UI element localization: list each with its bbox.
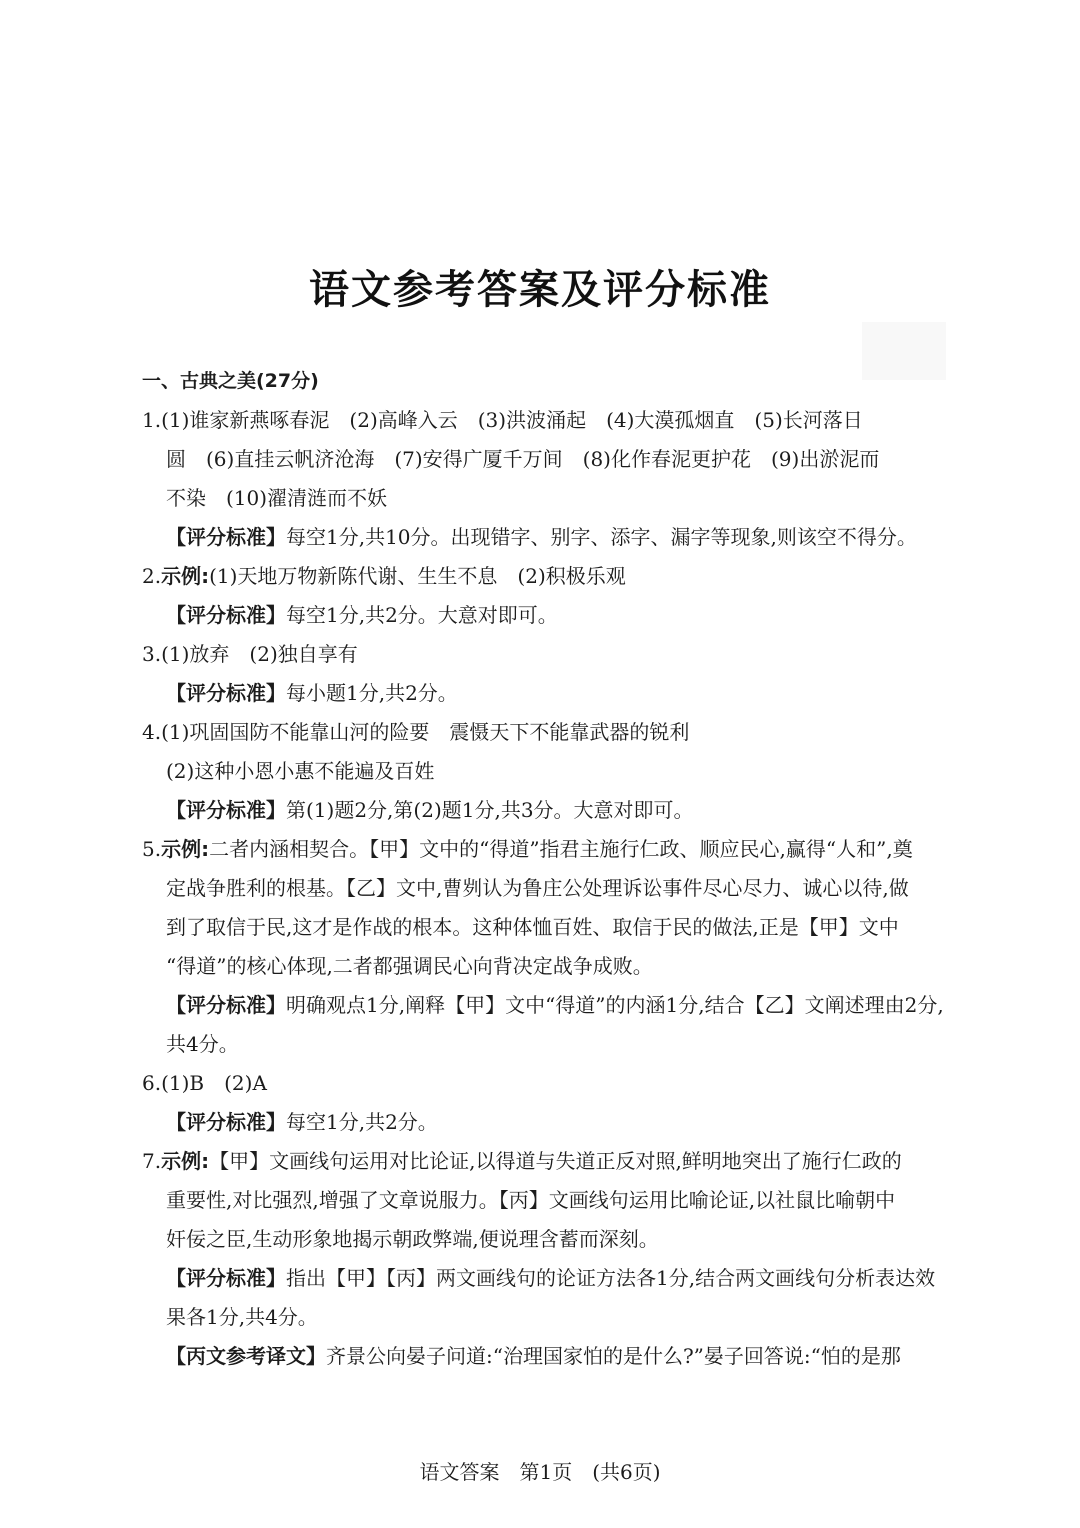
criteria-label: 【评分标准】 — [166, 681, 286, 705]
q1-line-2: 圆 (6)直挂云帆济沧海 (7)安得广厦千万间 (8)化作春泥更护花 (9)出淤泥而 — [166, 447, 880, 471]
q4-criteria: 【评分标准】第(1)题2分,第(2)题1分,共3分。大意对即可。 — [166, 798, 694, 822]
q5-line-1: 5.示例:二者内涵相契合。【甲】文中的“得道”指君主施行仁政、顺应民心,赢得“人和”,奠 — [142, 837, 913, 861]
q3-line-1: 3.(1)放弃 (2)独自享有 — [142, 642, 358, 666]
q1-line-3: 不染 (10)濯清涟而不妖 — [166, 486, 388, 510]
q7-line-1: 7.示例:【甲】文画线句运用对比论证,以得道与失道正反对照,鲜明地突出了施行仁政的 — [142, 1149, 902, 1173]
q7-line-2: 重要性,对比强烈,增强了文章说服力。【丙】文画线句运用比喻论证,以社鼠比喻朝中 — [166, 1188, 896, 1212]
q3-number: 3. — [142, 642, 162, 666]
criteria-label: 【评分标准】 — [166, 798, 286, 822]
q2-line-1: 2.示例:(1)天地万物新陈代谢、生生不息 (2)积极乐观 — [142, 564, 626, 588]
q6-line-1: 6.(1)B (2)A — [142, 1071, 267, 1095]
q5-line-4: “得道”的核心体现,二者都强调民心向背决定战争成败。 — [166, 954, 653, 978]
q5-criteria-cont: 共4分。 — [166, 1032, 239, 1056]
q5-criteria: 【评分标准】明确观点1分,阐释【甲】文中“得道”的内涵1分,结合【乙】文阐述理由2分, — [166, 993, 944, 1017]
q4-line-2: (2)这种小恩小惠不能遍及百姓 — [166, 759, 435, 783]
answer-content — [142, 362, 952, 1376]
example-label: 示例: — [161, 564, 210, 588]
q1-line-1: 1.(1)谁家新燕啄春泥 (2)高峰入云 (3)洪波涌起 (4)大漠孤烟直 (5)长河落日 — [142, 408, 863, 432]
criteria-label: 【评分标准】 — [166, 993, 286, 1017]
q5-number: 5. — [142, 837, 162, 861]
q7-translation: 【丙文参考译文】齐景公向晏子问道:“治理国家怕的是什么?”晏子回答说:“怕的是那 — [166, 1344, 901, 1368]
translation-label: 【丙文参考译文】 — [166, 1344, 326, 1368]
criteria-label: 【评分标准】 — [166, 525, 286, 549]
q1-number: 1. — [142, 408, 162, 432]
q7-criteria-cont: 果各1分,共4分。 — [166, 1305, 318, 1329]
page-title: 语文参考答案及评分标准 — [309, 267, 771, 313]
q2-number: 2. — [142, 564, 162, 588]
page-footer: 语文答案 第1页 (共6页) — [419, 1460, 661, 1484]
q7-line-3: 奸佞之臣,生动形象地揭示朝政弊端,便说理含蓄而深刻。 — [166, 1227, 659, 1251]
criteria-label: 【评分标准】 — [166, 1266, 286, 1290]
q1-criteria: 【评分标准】每空1分,共10分。出现错字、别字、添字、漏字等现象,则该空不得分。 — [166, 525, 917, 549]
q7-number: 7. — [142, 1149, 162, 1173]
example-label: 示例: — [161, 1149, 210, 1173]
q4-line-1: 4.(1)巩固国防不能靠山河的险要 震慑天下不能靠武器的锐利 — [142, 720, 690, 744]
q7-criteria: 【评分标准】指出【甲】【丙】两文画线句的论证方法各1分,结合两文画线句分析表达效 — [166, 1266, 936, 1290]
q3-criteria: 【评分标准】每小题1分,共2分。 — [166, 681, 458, 705]
criteria-label: 【评分标准】 — [166, 603, 286, 627]
criteria-label: 【评分标准】 — [166, 1110, 286, 1134]
section-heading: 一、古典之美(27分) — [142, 370, 319, 392]
q5-line-2: 定战争胜利的根基。【乙】文中,曹刿认为鲁庄公处理诉讼事件尽心尽力、诚心以待,做 — [166, 876, 909, 900]
q2-criteria: 【评分标准】每空1分,共2分。大意对即可。 — [166, 603, 558, 627]
q6-criteria: 【评分标准】每空1分,共2分。 — [166, 1110, 438, 1134]
q5-line-3: 到了取信于民,这才是作战的根本。这种体恤百姓、取信于民的做法,正是【甲】文中 — [166, 915, 899, 939]
q4-number: 4. — [142, 720, 162, 744]
q6-number: 6. — [142, 1071, 162, 1095]
example-label: 示例: — [161, 837, 210, 861]
